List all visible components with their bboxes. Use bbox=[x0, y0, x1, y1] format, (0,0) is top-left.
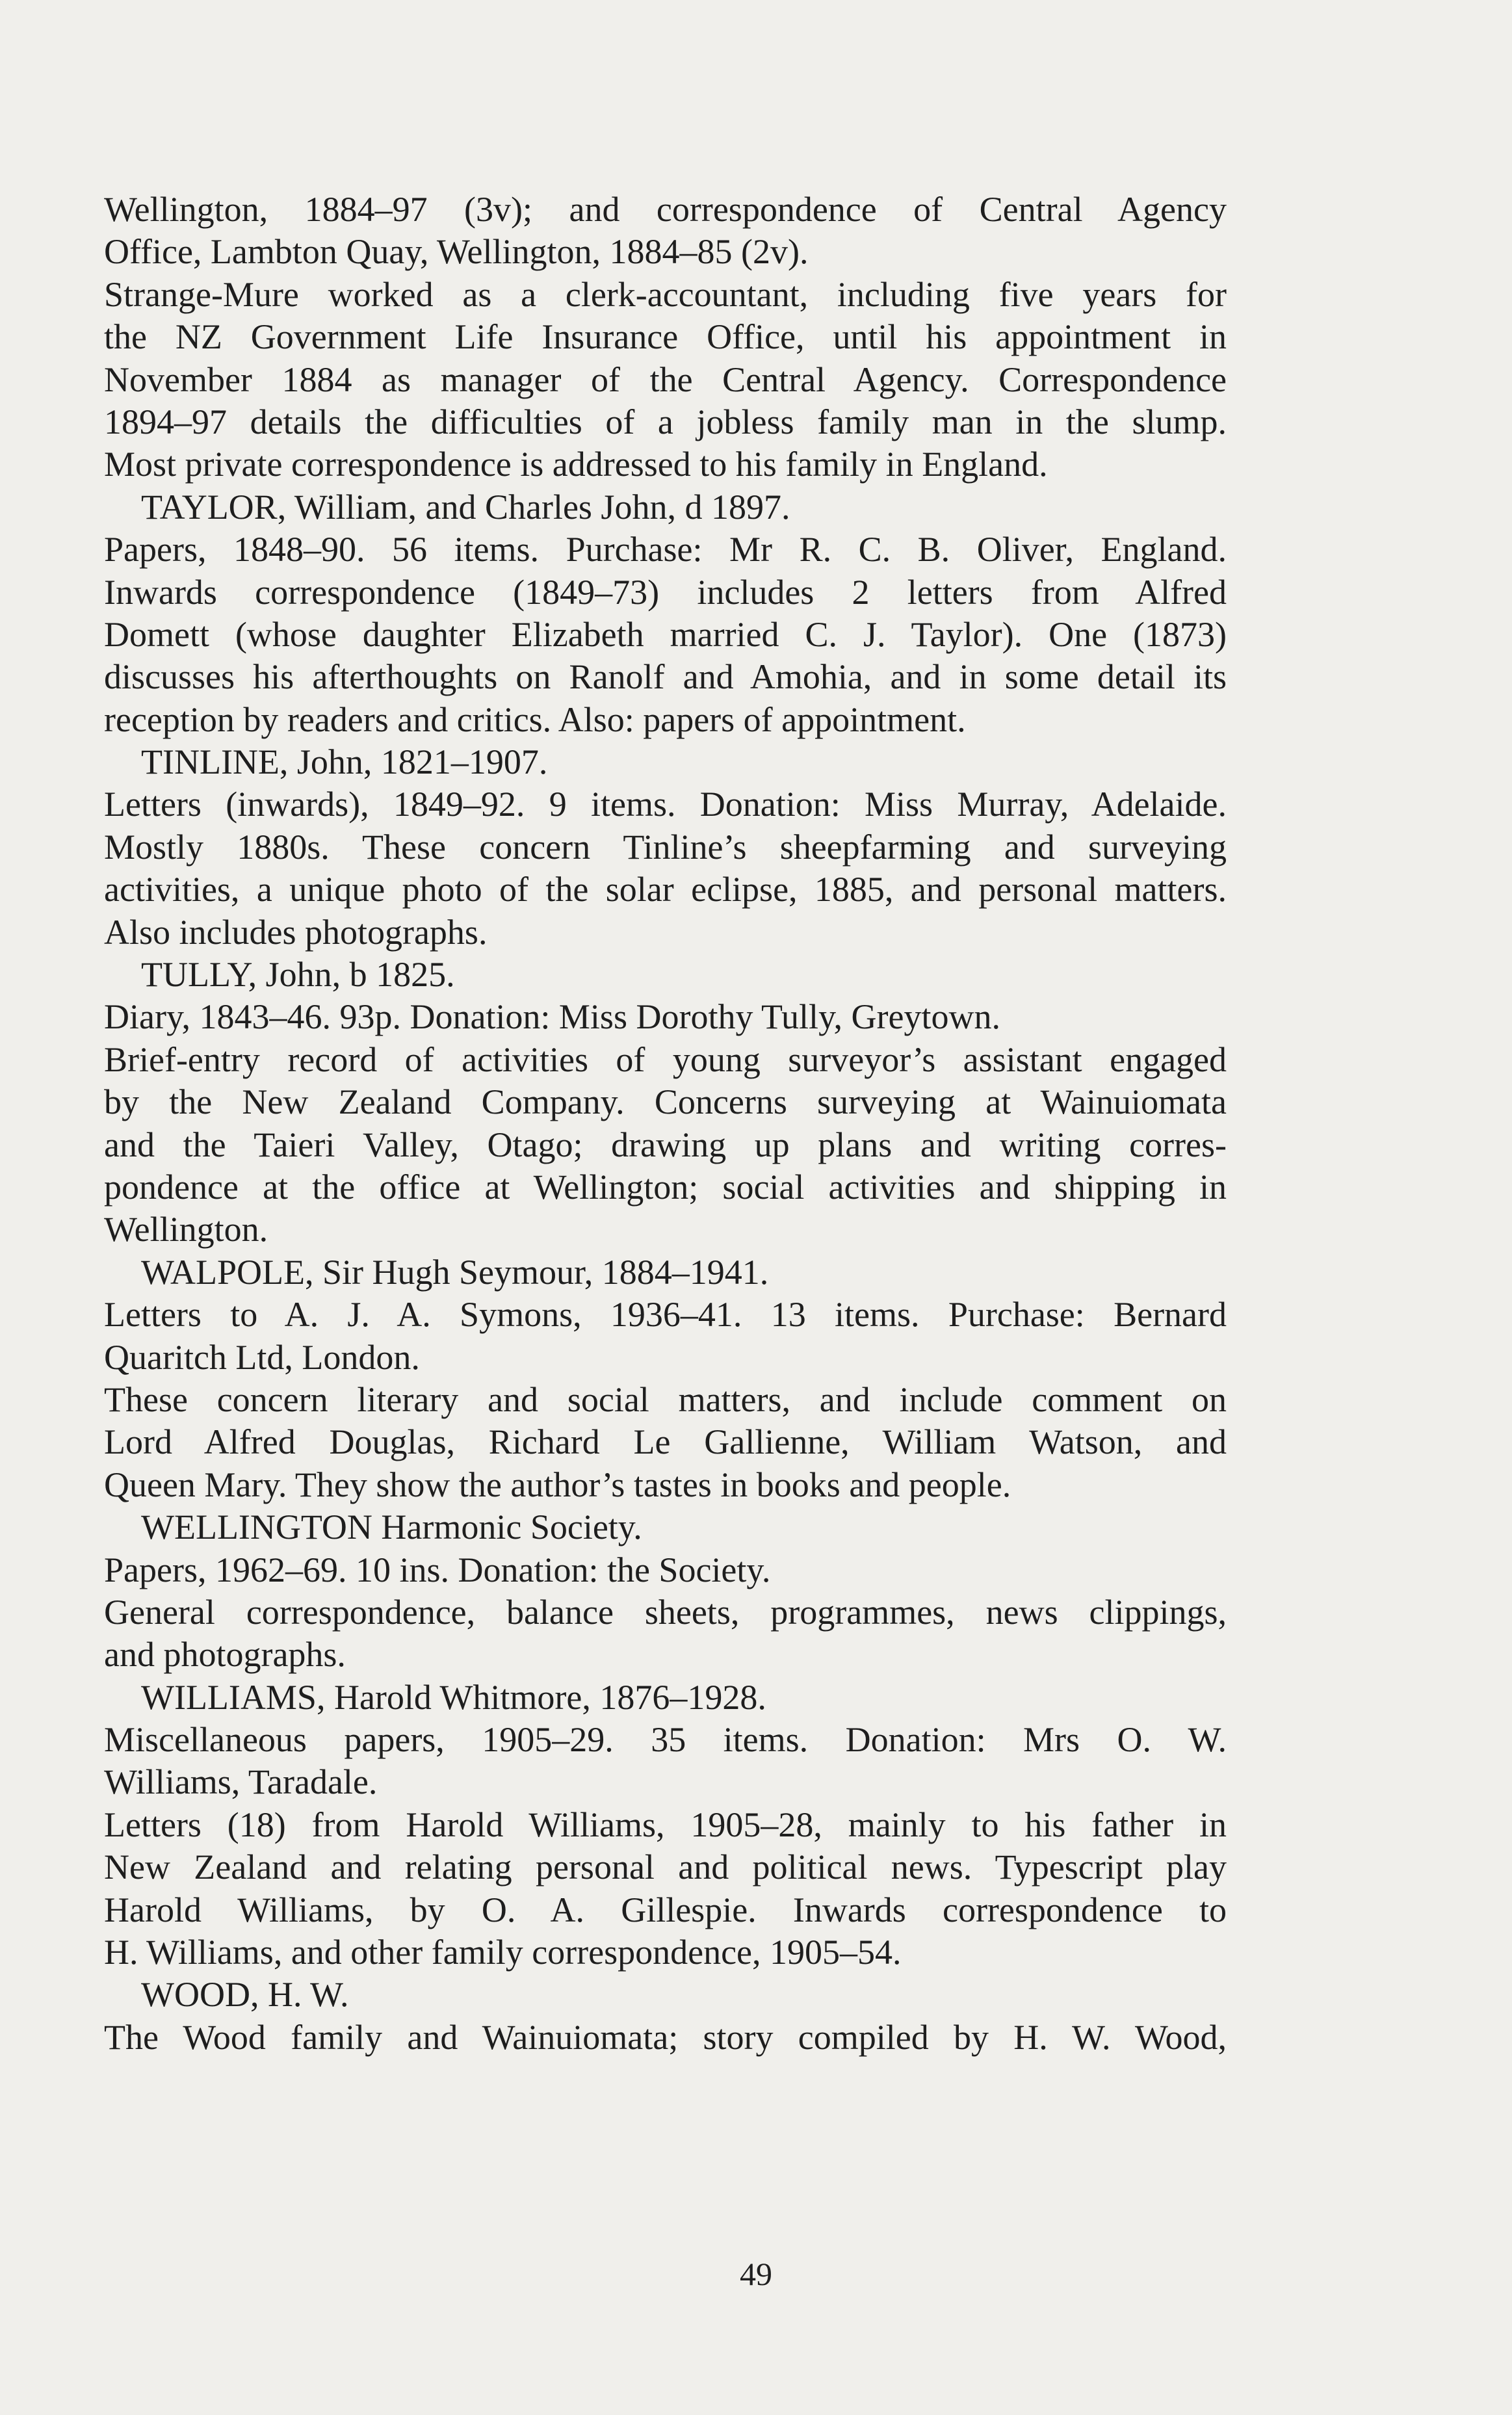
text-line: November 1884 as manager of the Central Agency. Correspondence bbox=[104, 359, 1227, 399]
text-line: and photographs. bbox=[104, 1635, 346, 1675]
page-number: 49 bbox=[740, 2256, 772, 2292]
text-line: Lord Alfred Douglas, Richard Le Gallienne, William Watson, and bbox=[104, 1422, 1227, 1462]
entry-heading: TINLINE, John, 1821–1907. bbox=[141, 742, 548, 782]
text-line: These concern literary and social matters, and include comment on bbox=[104, 1379, 1227, 1419]
text-line: by the New Zealand Company. Concerns surveying at Wainuiomata bbox=[104, 1082, 1227, 1122]
text-line: H. Williams, and other family correspondence, 1905–54. bbox=[104, 1933, 902, 1972]
text-line: New Zealand and relating personal and political news. Typescript play bbox=[104, 1847, 1227, 1887]
text-line: Miscellaneous papers, 1905–29. 35 items. Donation: Mrs O. W. bbox=[104, 1720, 1227, 1760]
text-line: Diary, 1843–46. 93p. Donation: Miss Dorothy Tully, Greytown. bbox=[104, 997, 1001, 1037]
text-line: 1894–97 details the difficulties of a jobless family man in the slump. bbox=[104, 402, 1227, 441]
entry-heading: TAYLOR, William, and Charles John, d 1897. bbox=[141, 487, 790, 527]
text-line: Wellington, 1884–97 (3v); and correspondence of Central Agency bbox=[104, 190, 1227, 229]
text-line: Letters (inwards), 1849–92. 9 items. Donation: Miss Murray, Adelaide. bbox=[104, 785, 1227, 824]
entry-heading: TULLY, John, b 1825. bbox=[141, 955, 455, 995]
entry-heading: WALPOLE, Sir Hugh Seymour, 1884–1941. bbox=[141, 1252, 769, 1292]
text-line: Letters (18) from Harold Williams, 1905–28, mainly to his father in bbox=[104, 1805, 1227, 1844]
text-line: The Wood family and Wainuiomata; story compiled by H. W. Wood, bbox=[104, 2017, 1227, 2057]
text-line: discusses his afterthoughts on Ranolf and Amohia, and in some detail its bbox=[104, 657, 1227, 697]
entry-heading: WELLINGTON Harmonic Society. bbox=[141, 1508, 642, 1547]
text-line: Quaritch Ltd, London. bbox=[104, 1337, 420, 1377]
text-line: reception by readers and critics. Also: papers of appointment. bbox=[104, 699, 966, 739]
text-line: Domett (whose daughter Elizabeth married C. J. Taylor). One (1873) bbox=[104, 614, 1227, 654]
text-line: Harold Williams, by O. A. Gillespie. Inwards correspondence to bbox=[104, 1890, 1227, 1929]
text-line: Mostly 1880s. These concern Tinline’s sheepfarming and surveying bbox=[104, 827, 1227, 867]
text-line: Papers, 1848–90. 56 items. Purchase: Mr R. C. B. Oliver, England. bbox=[104, 530, 1227, 569]
text-line: Brief-entry record of activities of young surveyor’s assistant engaged bbox=[104, 1039, 1227, 1079]
text-line: Wellington. bbox=[104, 1210, 268, 1249]
entry-heading: WOOD, H. W. bbox=[141, 1975, 349, 2015]
catalogue-text bbox=[104, 189, 1227, 2059]
text-line: Office, Lambton Quay, Wellington, 1884–85 (2v). bbox=[104, 232, 809, 272]
text-line: Williams, Taradale. bbox=[104, 1762, 378, 1802]
text-line: Strange-Mure worked as a clerk-accountant, including five years for bbox=[104, 274, 1227, 314]
entry-heading: WILLIAMS, Harold Whitmore, 1876–1928. bbox=[141, 1677, 766, 1717]
text-line: General correspondence, balance sheets, programmes, news clippings, bbox=[104, 1592, 1227, 1632]
text-line: Queen Mary. They show the author’s tastes in books and people. bbox=[104, 1465, 1011, 1504]
text-line: Also includes photographs. bbox=[104, 912, 488, 952]
text-line: the NZ Government Life Insurance Office, until his appointment in bbox=[104, 317, 1227, 357]
text-line: Letters to A. J. A. Symons, 1936–41. 13 items. Purchase: Bernard bbox=[104, 1295, 1227, 1335]
text-line: pondence at the office at Wellington; social activities and shipping in bbox=[104, 1167, 1227, 1207]
text-line: Most private correspondence is addressed to his family in England. bbox=[104, 445, 1048, 484]
text-line: Inwards correspondence (1849–73) includes 2 letters from Alfred bbox=[104, 572, 1227, 612]
text-line: activities, a unique photo of the solar eclipse, 1885, and personal matters. bbox=[104, 870, 1227, 909]
text-line: and the Taieri Valley, Otago; drawing up plans and writing corres- bbox=[104, 1125, 1227, 1164]
text-line: Papers, 1962–69. 10 ins. Donation: the Society. bbox=[104, 1550, 771, 1589]
